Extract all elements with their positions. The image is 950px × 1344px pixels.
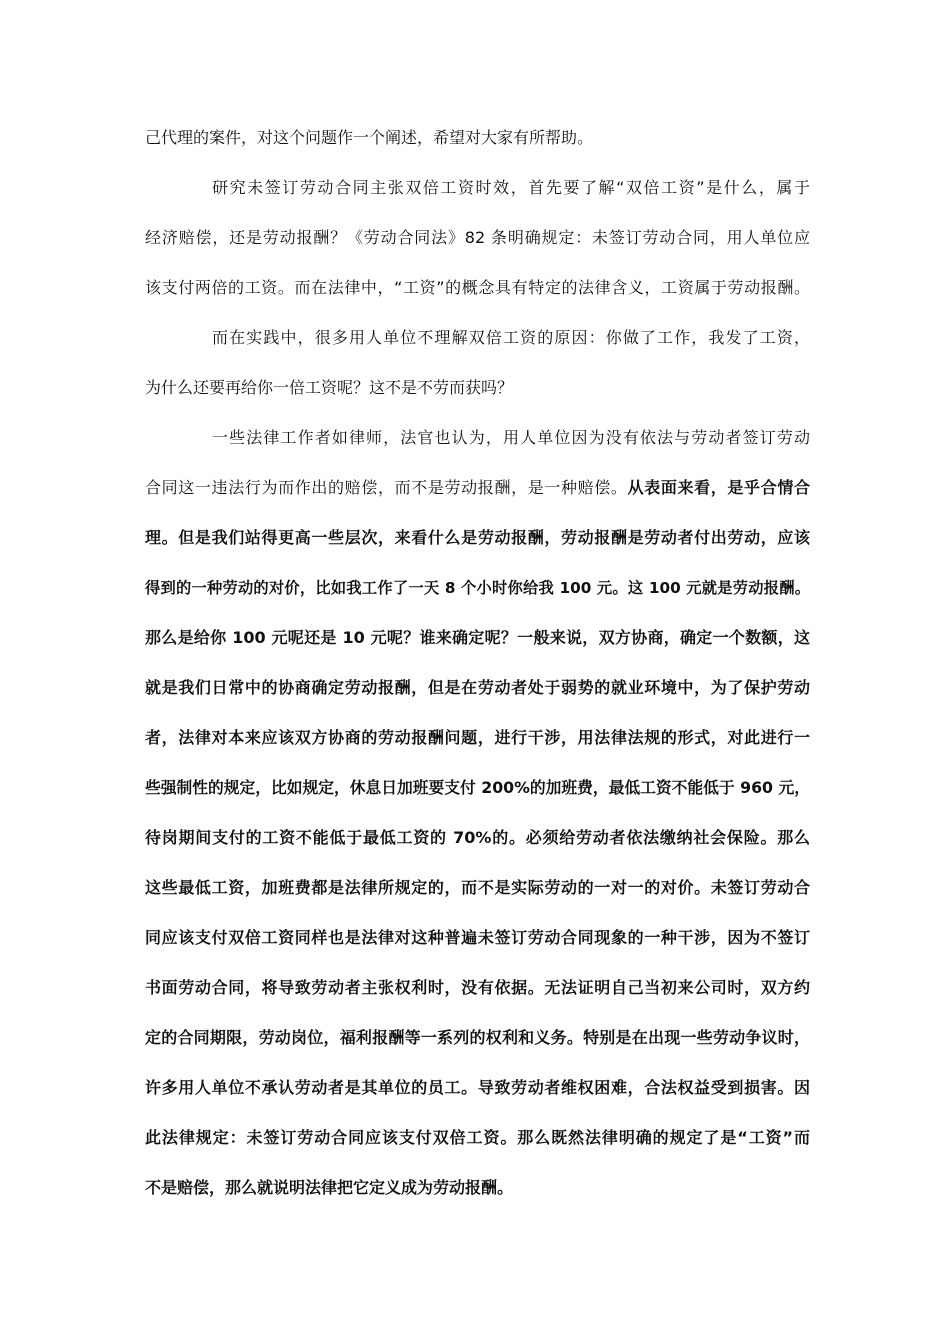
paragraph-line: 该支付两倍的工资。而在法律中，“工资”的概念具有特定的法律含义，工资属于劳动报酬。 <box>145 278 810 297</box>
paragraph-line: 些强制性的规定，比如规定，休息日加班要支付 200%的加班费，最低工资不能低于 960 元， <box>145 778 810 797</box>
bold-text: 从表面来看，是乎合情合 <box>627 478 810 497</box>
paragraph-line: 待岗期间支付的工资不能低于最低工资的 70%的。必须给劳动者依法缴纳社会保险。那么 <box>145 828 810 847</box>
paragraph-line: 己代理的案件，对这个问题作一个阐述，希望对大家有所帮助。 <box>145 128 594 147</box>
paragraph-line: 书面劳动合同，将导致劳动者主张权利时，没有依据。无法证明自己当初来公司时，双方约 <box>145 978 810 997</box>
paragraph-line: 理。但是我们站得更高一些层次，来看什么是劳动报酬，劳动报酬是劳动者付出劳动，应该 <box>145 528 810 547</box>
paragraph-line: 者，法律对本来应该双方协商的劳动报酬问题，进行干涉，用法律法规的形式，对此进行一 <box>145 728 810 747</box>
paragraph-line: 经济赔偿，还是劳动报酬？《劳动合同法》82 条明确规定：未签订劳动合同，用人单位应 <box>145 228 810 247</box>
paragraph-line: 不是赔偿，那么就说明法律把它定义成为劳动报酬。 <box>145 1178 514 1197</box>
paragraph-line: 研究未签订劳动合同主张双倍工资时效，首先要了解“双倍工资”是什么，属于 <box>212 178 810 197</box>
paragraph-line: 而在实践中，很多用人单位不理解双倍工资的原因：你做了工作，我发了工资， <box>212 328 810 347</box>
paragraph-line: 这些最低工资，加班费都是法律所规定的，而不是实际劳动的一对一的对价。未签订劳动合 <box>145 878 810 897</box>
paragraph-line: 一些法律工作者如律师，法官也认为，用人单位因为没有依法与劳动者签订劳动 <box>212 428 810 447</box>
paragraph-line: 得到的一种劳动的对价，比如我工作了一天 8 个小时你给我 100 元。这 100 元就是劳动报酬。 <box>145 579 810 597</box>
paragraph-line: 同应该支付双倍工资同样也是法律对这种普遍未签订劳动合同现象的一种干涉，因为不签订 <box>145 928 810 947</box>
paragraph-line: 合同这一违法行为而作出的赔偿，而不是劳动报酬，是一种赔偿。从表面来看，是乎合情合 <box>145 478 810 497</box>
paragraph-line: 许多用人单位不承认劳动者是其单位的员工。导致劳动者维权困难，合法权益受到损害。因 <box>145 1078 810 1097</box>
paragraph-line: 此法律规定：未签订劳动合同应该支付双倍工资。那么既然法律明确的规定了是“工资”而 <box>145 1128 810 1147</box>
paragraph-line: 为什么还要再给你一倍工资呢？这不是不劳而获吗？ <box>145 378 514 397</box>
paragraph-line: 定的合同期限，劳动岗位，福利报酬等一系列的权利和义务。特别是在出现一些劳动争议时， <box>145 1028 810 1047</box>
paragraph-line: 就是我们日常中的协商确定劳动报酬，但是在劳动者处于弱势的就业环境中，为了保护劳动 <box>145 678 810 697</box>
paragraph-line: 那么是给你 100 元呢还是 10 元呢？谁来确定呢？一般来说，双方协商，确定一个数额，这 <box>145 628 810 647</box>
